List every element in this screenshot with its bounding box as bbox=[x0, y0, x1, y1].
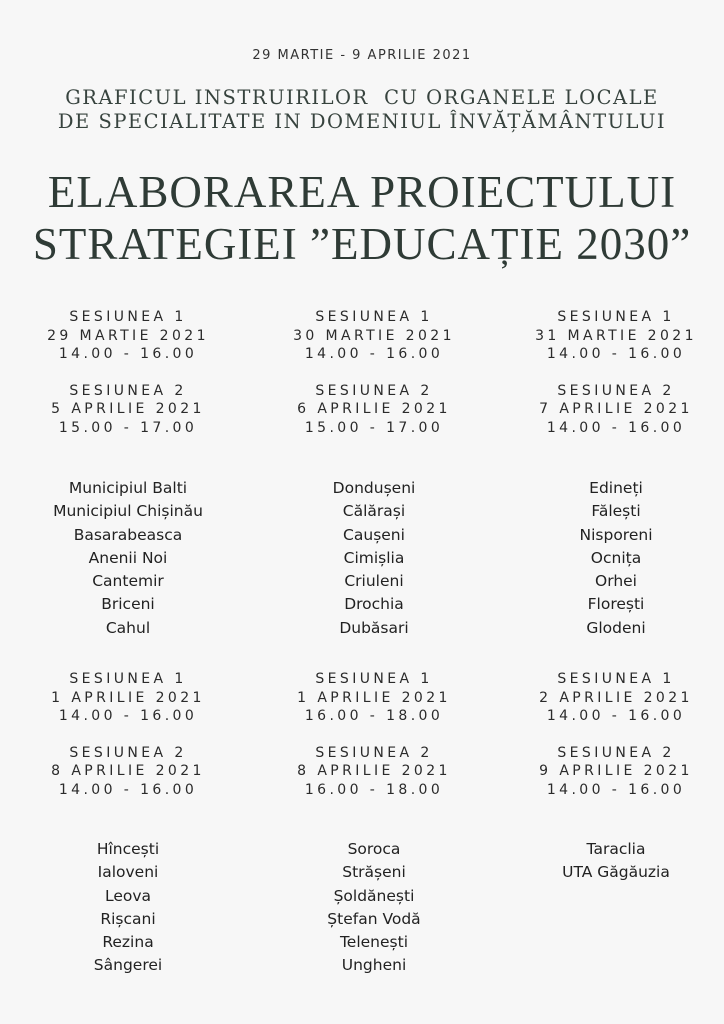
session-label: SESIUNEA 2 bbox=[69, 744, 187, 761]
session-date: 7 APRILIE 2021 bbox=[539, 401, 693, 417]
session-block bbox=[496, 382, 724, 438]
session-time: 15.00 - 17.00 bbox=[304, 419, 444, 436]
region-item: Florești bbox=[587, 595, 645, 614]
region-item: Sângerei bbox=[93, 956, 163, 975]
session-time: 14.00 - 16.00 bbox=[58, 781, 198, 798]
region-item: Caușeni bbox=[343, 525, 405, 544]
session-column bbox=[496, 308, 724, 455]
region-list bbox=[254, 838, 494, 978]
session-label: SESIUNEA 2 bbox=[315, 744, 433, 761]
session-block bbox=[254, 744, 494, 800]
session-block bbox=[254, 382, 494, 438]
region-item: Municipiul Balti bbox=[68, 479, 188, 497]
session-date: 1 APRILIE 2021 bbox=[297, 689, 451, 706]
region-item: Municipiul Chișinău bbox=[53, 502, 203, 521]
session-date: 31 MARTIE 2021 bbox=[535, 327, 697, 344]
region-item: Cimișlia bbox=[343, 548, 405, 567]
title-line-2: STRATEGIEI ”EDUCAȚIE 2030” bbox=[32, 219, 692, 269]
session-time: 14.00 - 16.00 bbox=[58, 708, 198, 724]
session-date: 9 APRILIE 2021 bbox=[539, 763, 693, 779]
session-time: 14.00 - 16.00 bbox=[546, 419, 686, 436]
region-item: Ungheni bbox=[341, 956, 407, 975]
session-date: 1 APRILIE 2021 bbox=[51, 689, 205, 706]
session-column bbox=[8, 670, 248, 817]
date-range: 29 MARTIE - 9 APRILIE 2021 bbox=[252, 48, 472, 63]
session-date: 2 APRILIE 2021 bbox=[539, 689, 693, 706]
region-list bbox=[254, 477, 494, 640]
region-list bbox=[8, 838, 248, 978]
region-item: Soroca bbox=[347, 840, 401, 858]
region-item: Fălești bbox=[591, 502, 641, 521]
region-item: Rișcani bbox=[100, 909, 156, 928]
region-item: Taraclia bbox=[586, 840, 646, 858]
region-item: Telenești bbox=[339, 933, 409, 952]
session-block bbox=[8, 382, 248, 438]
region-item: Dubăsari bbox=[339, 618, 409, 637]
region-item: Briceni bbox=[101, 595, 155, 614]
session-date: 5 APRILIE 2021 bbox=[51, 401, 205, 417]
region-item: Glodeni bbox=[586, 618, 646, 637]
session-time: 14.00 - 16.00 bbox=[546, 781, 686, 798]
region-list bbox=[8, 477, 248, 640]
region-list bbox=[496, 477, 724, 640]
region-item: Ștefan Vodă bbox=[327, 909, 421, 928]
session-column bbox=[496, 670, 724, 817]
session-label: SESIUNEA 2 bbox=[557, 744, 675, 761]
session-label: SESIUNEA 1 bbox=[557, 309, 675, 325]
region-item: Leova bbox=[104, 886, 152, 905]
session-label: SESIUNEA 2 bbox=[315, 382, 433, 399]
title-line-1: ELABORAREA PROIECTULUI bbox=[47, 167, 677, 217]
session-date: 6 APRILIE 2021 bbox=[297, 401, 451, 417]
session-label: SESIUNEA 1 bbox=[315, 671, 433, 687]
session-time: 16.00 - 18.00 bbox=[304, 781, 444, 798]
region-item: Hîncești bbox=[96, 840, 160, 858]
session-label: SESIUNEA 2 bbox=[557, 382, 675, 399]
subtitle bbox=[0, 86, 724, 134]
region-item: Șoldănești bbox=[333, 886, 415, 905]
session-block bbox=[496, 744, 724, 800]
session-time: 14.00 - 16.00 bbox=[546, 708, 686, 724]
session-time: 15.00 - 17.00 bbox=[58, 419, 198, 436]
region-item: Orhei bbox=[595, 572, 637, 591]
session-date: 29 MARTIE 2021 bbox=[47, 327, 209, 344]
region-item: Strășeni bbox=[342, 863, 406, 882]
subtitle-line-2: DE SPECIALITATE IN DOMENIUL ÎNVĂȚĂMÂNTULUI bbox=[57, 110, 667, 133]
session-label: SESIUNEA 2 bbox=[69, 382, 187, 399]
session-block bbox=[254, 308, 494, 364]
session-block bbox=[496, 670, 724, 726]
region-item: Rezina bbox=[102, 933, 154, 952]
page-title bbox=[0, 166, 724, 270]
session-block bbox=[254, 670, 494, 726]
region-item: Criuleni bbox=[344, 572, 404, 591]
region-item: Cahul bbox=[105, 618, 151, 637]
region-item: Nisporeni bbox=[579, 525, 653, 544]
session-block bbox=[8, 308, 248, 364]
session-date: 8 APRILIE 2021 bbox=[51, 763, 205, 779]
session-column bbox=[8, 308, 248, 455]
region-list bbox=[496, 838, 724, 885]
region-item: Drochia bbox=[344, 595, 404, 614]
region-item: Dondușeni bbox=[332, 479, 416, 497]
session-date: 30 MARTIE 2021 bbox=[293, 327, 455, 344]
region-item: Cantemir bbox=[92, 572, 164, 591]
session-label: SESIUNEA 1 bbox=[557, 671, 675, 687]
session-label: SESIUNEA 1 bbox=[69, 309, 187, 325]
session-column bbox=[254, 670, 494, 817]
region-item: Ialoveni bbox=[97, 863, 159, 882]
session-label: SESIUNEA 1 bbox=[315, 309, 433, 325]
session-block bbox=[8, 744, 248, 800]
region-item: Ocnița bbox=[590, 548, 642, 567]
region-item: Basarabeasca bbox=[73, 525, 183, 544]
sessions-row-1 bbox=[0, 308, 724, 438]
region-item: Anenii Noi bbox=[88, 548, 168, 567]
session-block bbox=[8, 670, 248, 726]
session-time: 16.00 - 18.00 bbox=[304, 708, 444, 724]
session-time: 14.00 - 16.00 bbox=[58, 346, 198, 362]
region-item: Călărași bbox=[342, 502, 406, 521]
region-item: Edineți bbox=[589, 479, 643, 497]
region-item: UTA Găgăuzia bbox=[562, 863, 670, 882]
session-block bbox=[496, 308, 724, 364]
sessions-row-2 bbox=[0, 670, 724, 800]
subtitle-line-1: GRAFICUL INSTRUIRILOR CU ORGANELE LOCALE bbox=[65, 86, 659, 109]
session-column bbox=[254, 308, 494, 455]
session-date: 8 APRILIE 2021 bbox=[297, 763, 451, 779]
session-label: SESIUNEA 1 bbox=[69, 671, 187, 687]
session-time: 14.00 - 16.00 bbox=[304, 346, 444, 362]
session-time: 14.00 - 16.00 bbox=[546, 346, 686, 362]
